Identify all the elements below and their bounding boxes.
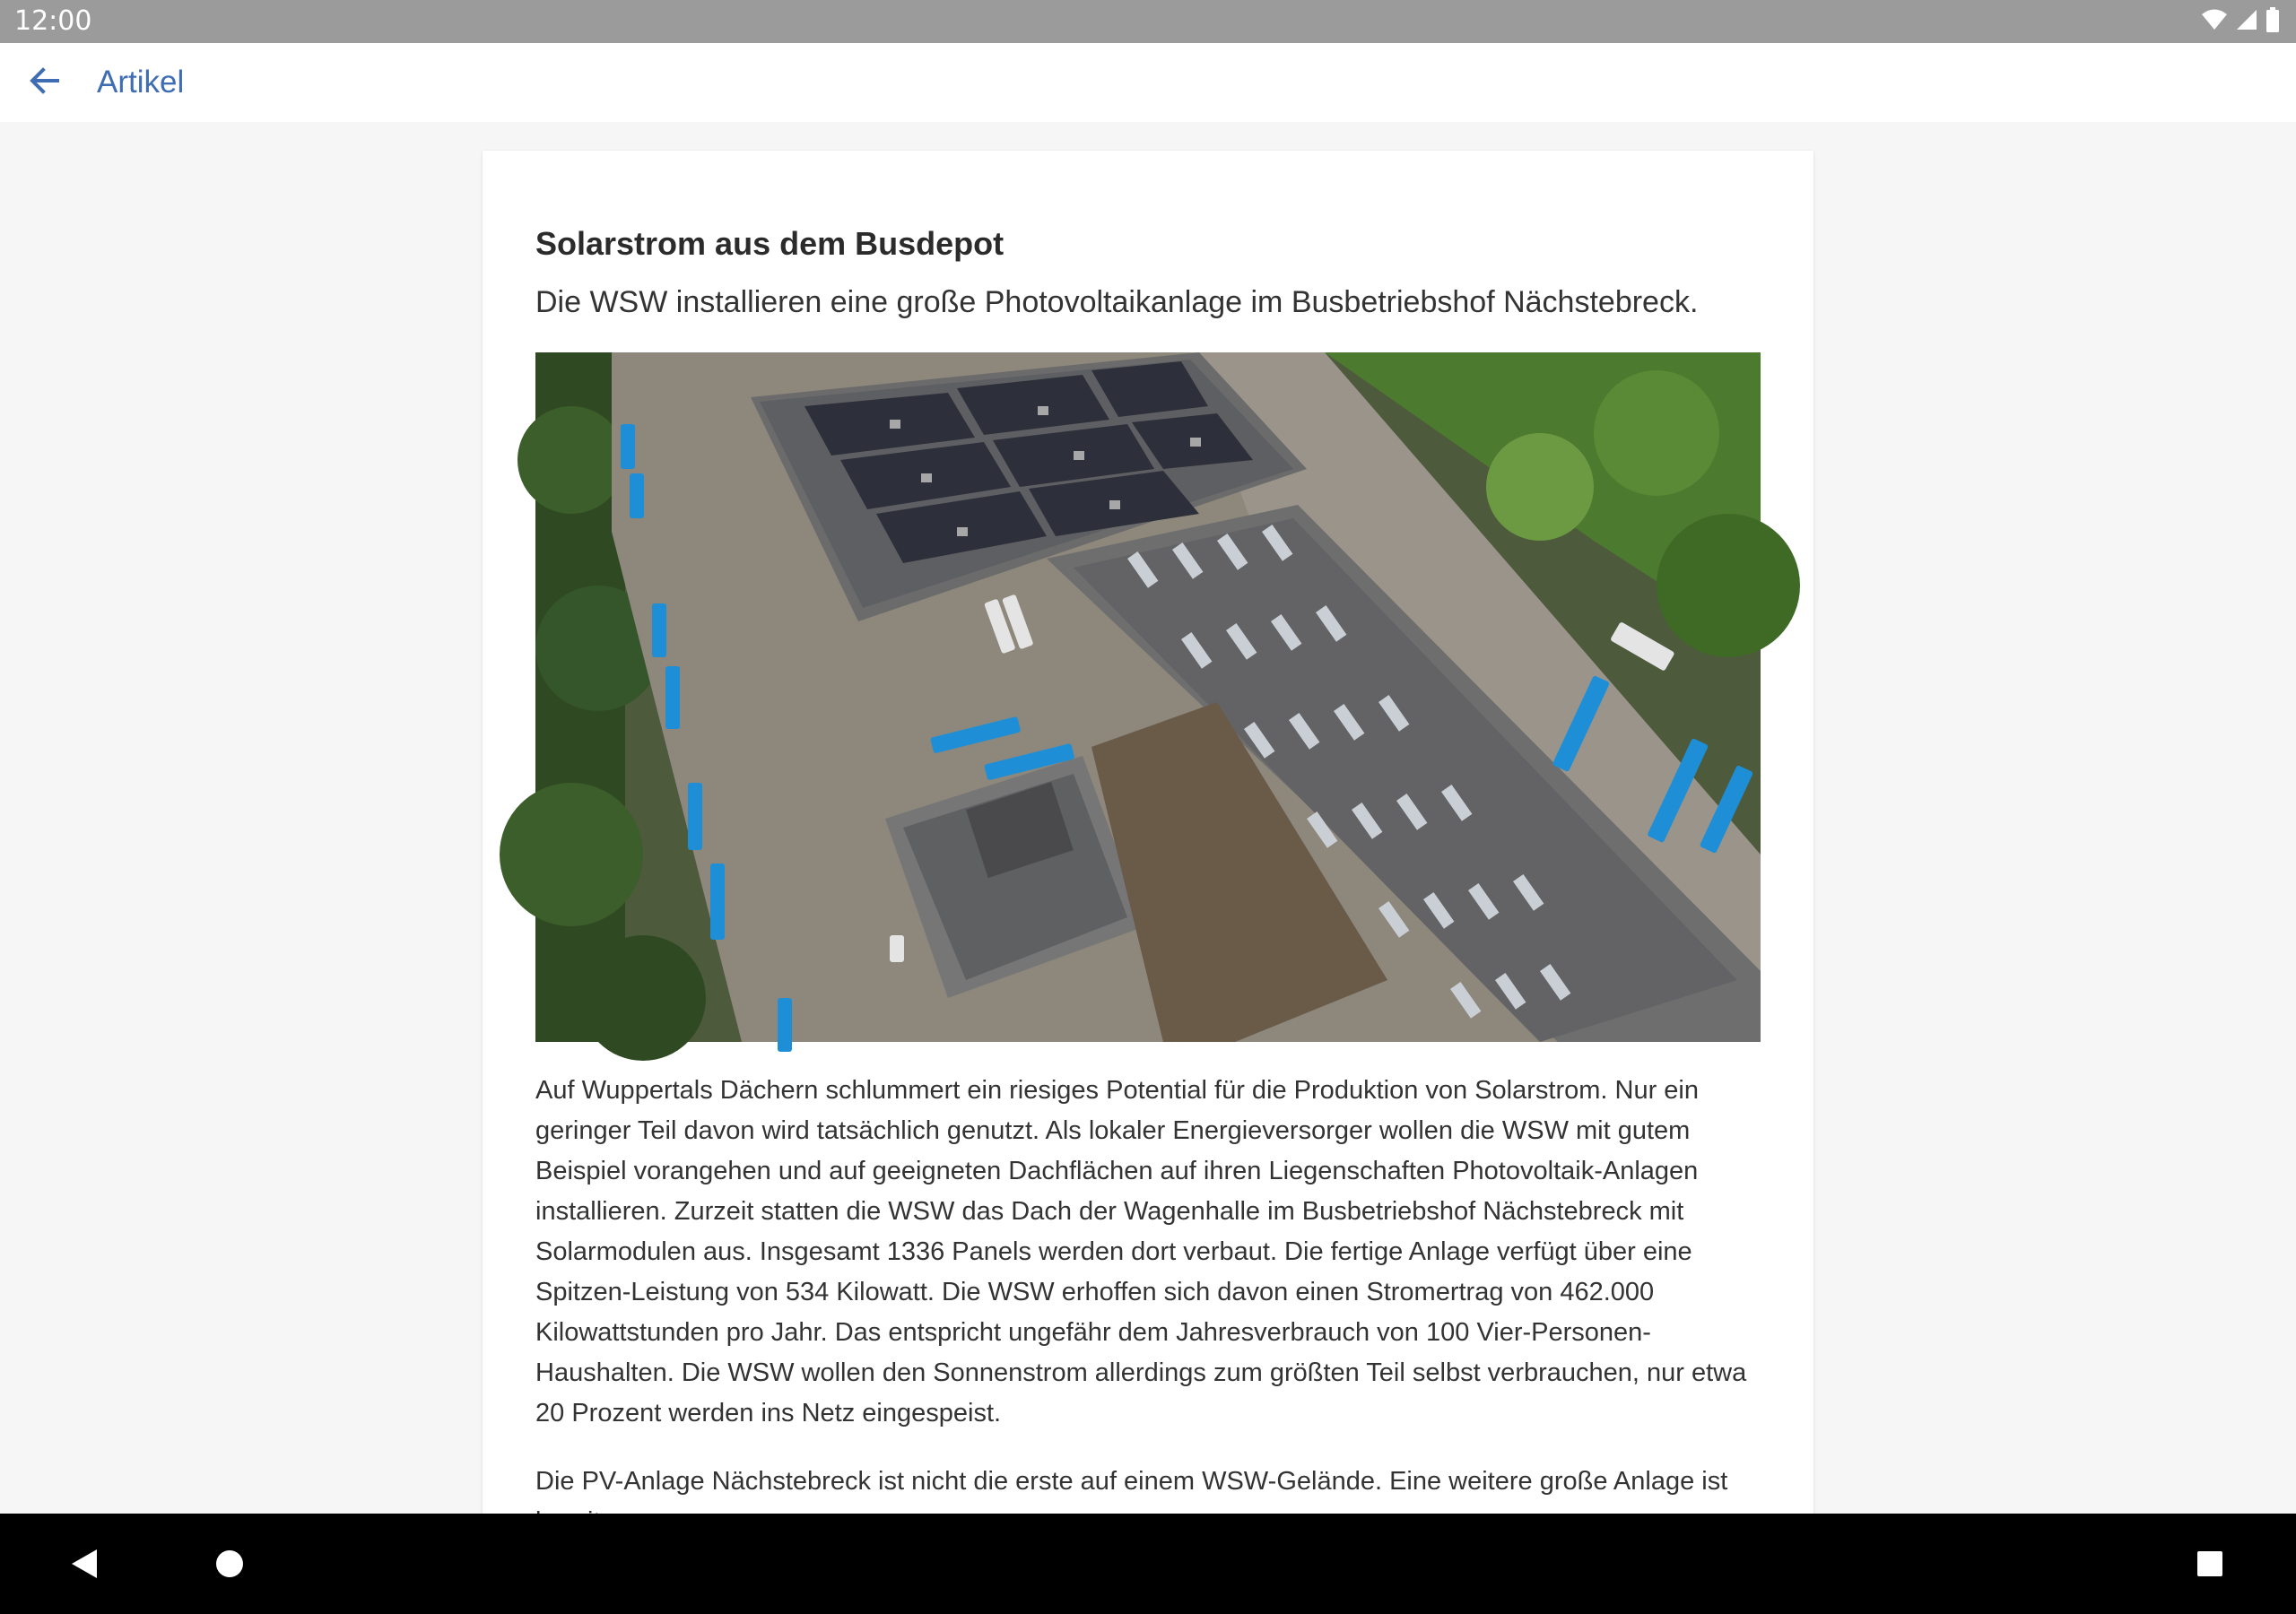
nav-recents-icon — [2196, 1550, 2223, 1582]
article-paragraph: Auf Wuppertals Dächern schlummert ein riesiges Potential für die Produktion von Solarstrom. Nur ein geringer Teil davon wird tatsächlich genutzt. Als lokaler Energieversorger wollen die WSW mit gutem Beispiel vorangehen und auf geeigneten Dachflächen auf ihren Liegenschaften Photovoltaik-Anlagen installieren. Zurzeit statten die WSW das Dach der Wagenhalle im Busbetriebshof Nächstebreck mit Solarmodulen aus. Insgesamt 1336 Panels werden dort verbaut. Die fertige Anlage verfügt über eine Spitzen-Leistung von 534 Kilowatt. Die WSW erhoffen sich davon einen Stromertrag von 462.000 Kilowattstunden pro Jahr. Das entspricht ungefähr dem Jahresverbrauch von 100 Vier-Personen-Haushalten. Die WSW wollen den Sonnenstrom allerdings zum größten Teil selbst verbrauchen, nur etwa 20 Prozent werden ins Netz eingespeist. — [535, 1076, 1747, 1427]
nav-back-button[interactable] — [57, 1539, 111, 1592]
app-title: Artikel — [97, 65, 185, 100]
nav-recents-button[interactable] — [2183, 1539, 2237, 1592]
article-card — [483, 151, 1813, 1514]
battery-icon — [2266, 7, 2280, 37]
status-bar — [0, 0, 2296, 43]
status-icons — [2201, 8, 2280, 35]
article-headline: Solarstrom aus dem Busdepot — [535, 225, 1004, 262]
nav-back-icon — [70, 1548, 99, 1584]
app-bar — [0, 43, 2296, 122]
article-image — [535, 352, 1761, 1042]
arrow-left-icon — [30, 67, 60, 99]
article-subline: Die WSW installieren eine große Photovoltaikanlage im Busbetriebshof Nächstebreck. — [535, 285, 1699, 319]
signal-icon — [2235, 8, 2258, 36]
article-paragraph: Die PV-Anlage Nächstebreck ist nicht die erste auf einem WSW-Gelände. Eine weitere große Anlage ist — [535, 1467, 1728, 1496]
wifi-icon — [2201, 8, 2228, 36]
nav-home-button[interactable] — [203, 1539, 257, 1592]
navigation-bar — [0, 1514, 2296, 1614]
status-time: 12:00 — [14, 5, 92, 37]
back-button[interactable] — [22, 61, 68, 104]
nav-home-icon — [215, 1549, 244, 1583]
